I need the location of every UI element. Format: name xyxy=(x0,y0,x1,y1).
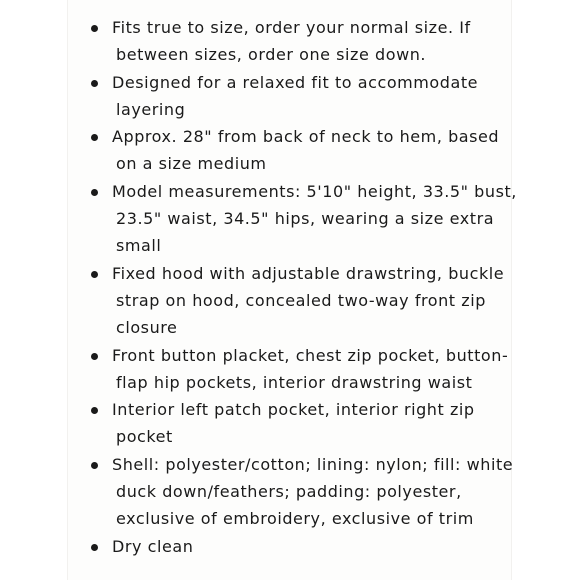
bullet-icon xyxy=(91,353,98,360)
item-line: duck down/feathers; padding: polyester, xyxy=(116,482,462,502)
item-line: Model measurements: 5'10" height, 33.5" bust, xyxy=(112,181,517,201)
item-line: Fits true to size, order your normal size. If xyxy=(112,18,471,37)
item-line: layering xyxy=(116,99,186,119)
item-line: Approx. 28" from back of neck to hem, based xyxy=(112,127,500,147)
list-item-model-measurements xyxy=(90,178,517,260)
list-item-fit xyxy=(90,14,510,69)
bullet-icon xyxy=(91,462,98,469)
item-line: Fixed hood with adjustable drawstring, buckle xyxy=(112,263,505,283)
item-line: Designed for a relaxed fit to accommodate xyxy=(112,72,479,92)
list-item-pockets xyxy=(90,342,510,397)
item-line: strap on hood, concealed two-way front zip xyxy=(116,290,486,310)
bullet-icon xyxy=(91,407,98,414)
item-line: Front button placket, chest zip pocket, button- xyxy=(112,345,509,365)
item-line: closure xyxy=(116,318,178,338)
bullet-icon xyxy=(91,25,98,32)
item-line: Dry clean xyxy=(112,536,194,556)
list-item-hood xyxy=(90,260,510,342)
bullet-icon xyxy=(91,544,98,551)
item-line: on a size medium xyxy=(116,154,267,174)
item-line: exclusive of embroidery, exclusive of trim xyxy=(116,509,474,529)
bullet-icon xyxy=(91,189,98,196)
list-item-care xyxy=(90,533,510,560)
item-line: small xyxy=(116,236,162,256)
item-line: between sizes, order one size down. xyxy=(116,45,427,65)
item-line: pocket xyxy=(116,427,173,447)
list-item-interior-pockets xyxy=(90,396,510,451)
item-line: Interior left patch pocket, interior right zip xyxy=(112,400,475,420)
item-line: Shell: polyester/cotton; lining: nylon; fill: white xyxy=(112,454,514,474)
list-item-materials xyxy=(90,451,514,533)
bullet-icon xyxy=(91,80,98,87)
product-details-card xyxy=(68,0,517,580)
bullet-icon xyxy=(91,134,98,141)
list-item-relaxed-fit xyxy=(90,69,510,124)
item-line: 23.5" waist, 34.5" hips, wearing a size extra xyxy=(116,209,495,229)
list-item-length xyxy=(90,123,510,178)
bullet-icon xyxy=(91,271,98,278)
product-details-list xyxy=(90,14,517,560)
item-line: flap hip pockets, interior drawstring waist xyxy=(116,372,473,392)
